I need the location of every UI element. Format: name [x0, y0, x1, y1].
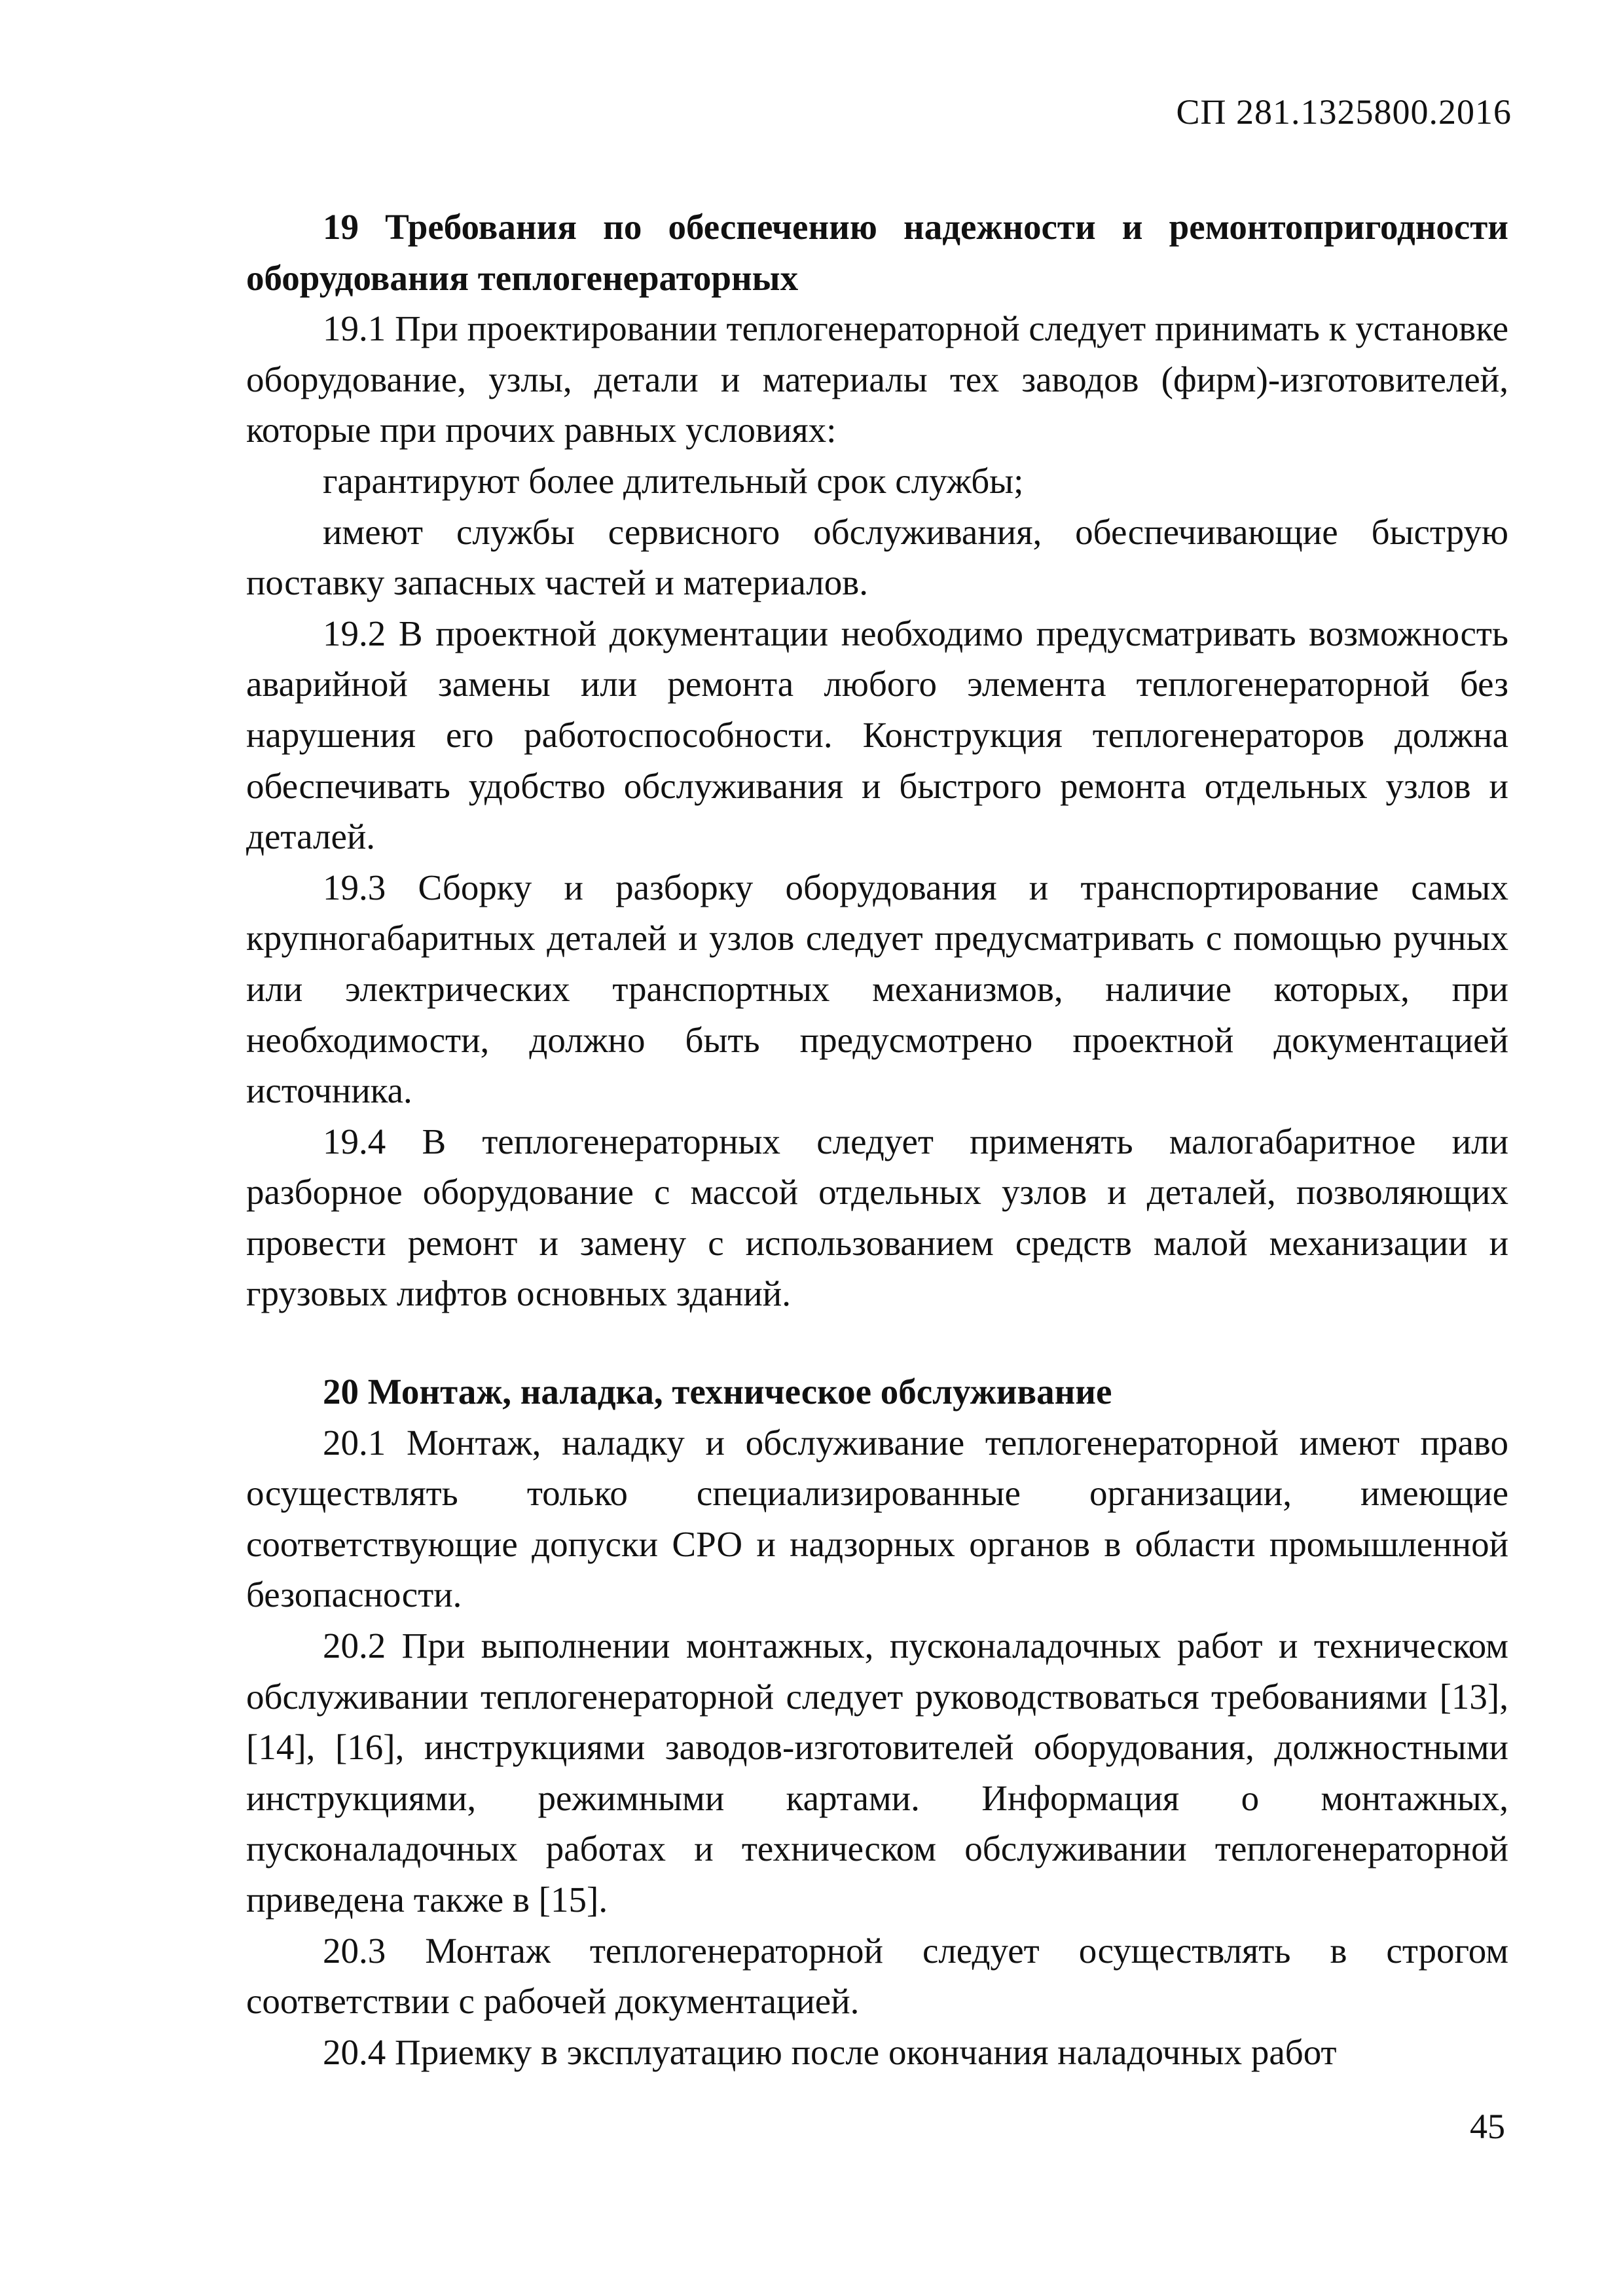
section-20-title: 20 Монтаж, наладка, техническое обслуживание: [323, 1372, 1112, 1412]
document-code: СП 281.1325800.2016: [1176, 92, 1512, 132]
paragraph-20-2: 20.2 При выполнении монтажных, пусконаладочных работ и техническом обслуживании теплогенераторной следует руководствоваться требованиями [13], [14], [16], инструкциями заводов-изготовителей оборудования, должностными инструкциями, режимными картами. Информация о монтажных, пусконаладочных работах и техническом обслуживании теплогенераторной приведена также в [15].: [246, 1626, 1508, 1920]
paragraph-20-3: 20.3 Монтаж теплогенераторной следует осуществлять в строгом соответствии с рабочей документацией.: [246, 1930, 1508, 2022]
paragraph-20-1: 20.1 Монтаж, наладку и обслуживание теплогенераторной имеют право осуществлять только специализированные организации, имеющие соответствующие допуски СРО и надзорных органов в области промышленной безопасности.: [246, 1422, 1508, 1615]
section-19-title: 19 Требования по обеспечению надежности и ремонтопригодности оборудования теплогенераторных: [246, 207, 1508, 298]
paragraph-20-4: 20.4 Приемку в эксплуатацию после окончания наладочных работ: [323, 2032, 1337, 2072]
list-item-service-support: имеют службы сервисного обслуживания, обеспечивающие быструю поставку запасных частей и материалов.: [246, 511, 1508, 603]
paragraph-19-1: 19.1 При проектировании теплогенераторной следует принимать к установке оборудование, узлы, детали и материалы тех заводов (фирм)-изготовителей, которые при прочих равных условиях:: [246, 308, 1508, 450]
list-item-service-life: гарантируют более длительный срок службы;: [323, 460, 1024, 501]
paragraph-19-4: 19.4 В теплогенераторных следует применять малогабаритное или разборное оборудование с массой отдельных узлов и деталей, позволяющих провести ремонт и замену с использованием средств малой механизации и грузовых лифтов основных зданий.: [246, 1121, 1508, 1314]
paragraph-19-3: 19.3 Сборку и разборку оборудования и транспортирование самых крупногабаритных деталей и узлов следует предусматривать с помощью ручных или электрических транспортных механизмов, наличие которых, при необходимости, должно быть предусмотрено проектной документацией источника.: [246, 867, 1508, 1111]
section-gap: [246, 1319, 1508, 1366]
page-number: 45: [1470, 2107, 1505, 2146]
paragraph-19-2: 19.2 В проектной документации необходимо предусматривать возможность аварийной замены или ремонта любого элемента теплогенераторной без нарушения его работоспособности. Конструкция теплогенераторов должна обеспечивать удобство обслуживания и быстрого ремонта отдельных узлов и деталей.: [246, 613, 1508, 857]
page-content: [246, 202, 1508, 2077]
